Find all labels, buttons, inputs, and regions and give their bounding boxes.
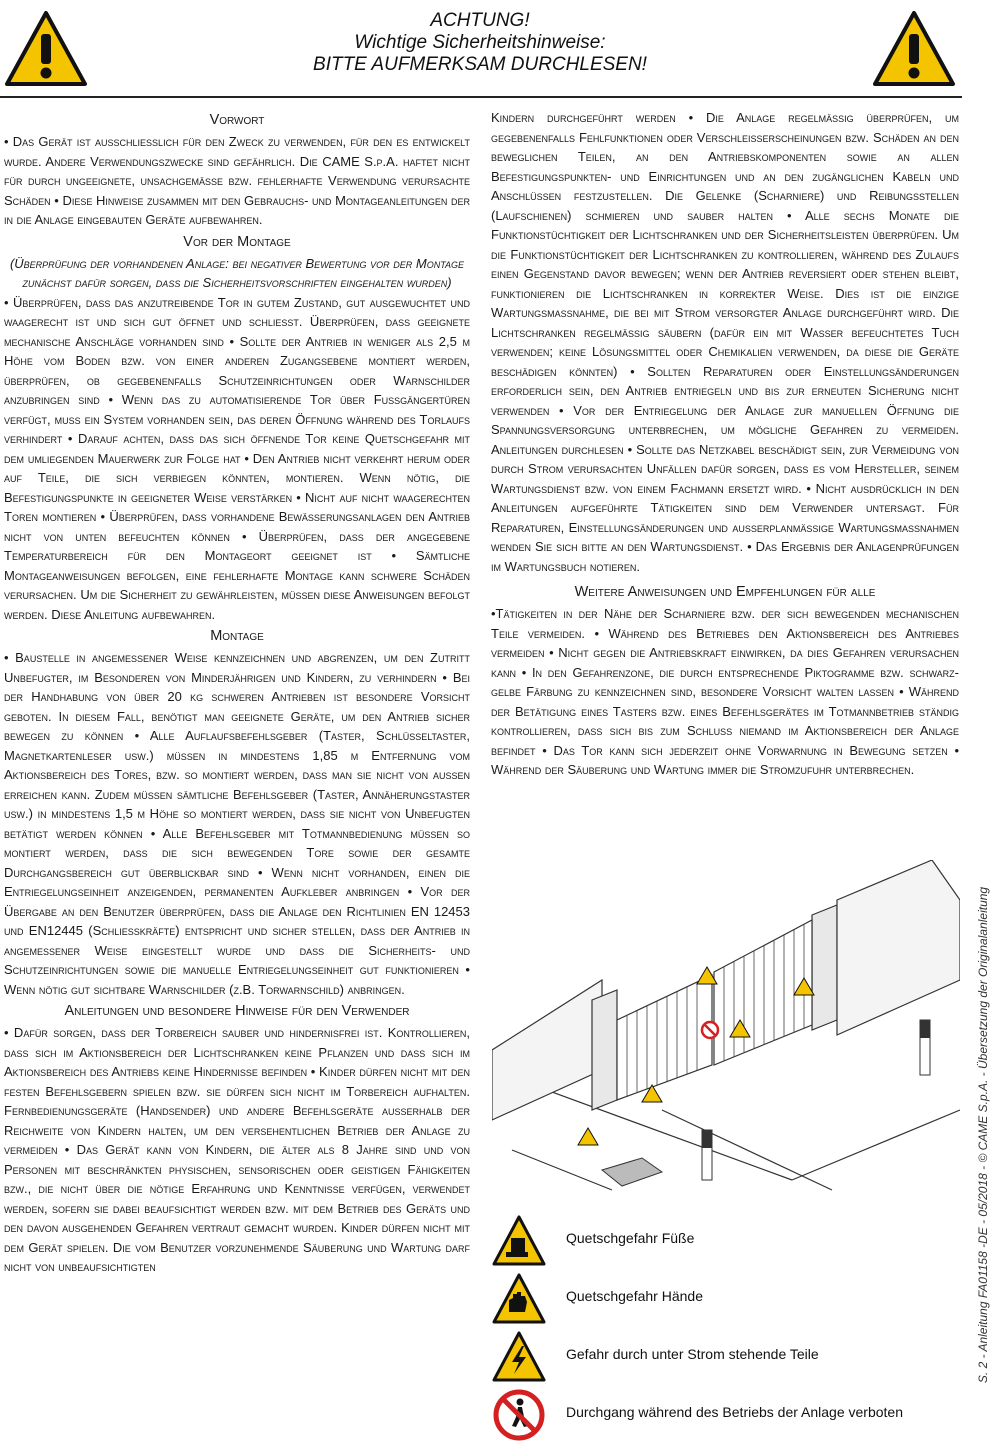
warning-triangle-icon: [872, 10, 956, 93]
hand-crush-warning-icon: [492, 1272, 546, 1326]
header-line-2: Wichtige Sicherheitshinweise:: [354, 32, 606, 53]
page-header: [0, 0, 962, 98]
paragraph-montage: • Baustelle in angemessener Weise kennzeichnen und abgrenzen, um den Zutritt Unbefugter, im Besonderen von Minderjährigen und Kindern, zu verhindern • Bei der Handhabung von über 20 kg schweren Antrieben ist besondere Vorsicht geboten. In diesem Fall, benötigt man geeignete Geräte, um den Antrieb sicher bewegen zu können • Alle Auflaufsbefehlsgeber (Taster, Schlüsseltaster, Magnetkartenleser usw.) müssen in mindestens 1,85 m Entfernung vom Aktionsbereich des Tores, bzw. so montiert werden, dass man sie nicht von aussen erreichen kann. Zudem müssen sämtliche Befehlsgeber (Taster, Annäherungstaster usw.) in mindestens 1,5 m Höhe so montiert werden, dass sie nicht von Unbefugten betätigt werden können • Alle Befehlsgeber mit Totmannbedienung müssen so montiert werden, dass die sich bewegenden Tore sowie der gesamte Durchgangsbereich gut überblickbar sind • Wenn nicht vorhanden, einen die Entriegelungseinheit anzeigenden, permanenten Aufkleber anbringen • Vor der Übergabe an den Benutzer überprüfen, dass die Anlage den Richtlinien EN 12453 und EN12445 (Schliesskräfte) entspricht und sicher stellen, dass der Antrieb in angemessener Weise eingestellt wurde und dass die Sicherheits- und Schutzeinrichtungen sowie die manuelle Entriegelungseinheit gut funktionieren • Wenn nötig gut sichtbare Warnschilder (z.B. Torwarnschild) anbringen.: [4, 650, 470, 997]
paragraph-vorwort: • Das Gerät ist ausschliesslich für den Zweck zu verwenden, für den es entwickelt wurde. Andere Verwendungszwecke sind gefährlich. Die CAME S.p.A. haftet nicht für durch ungeeignete, unsachgemässe bzw. fehlerhafte Verwendung verursachte Schäden • Diese Hinweise zusammen mit den Gebrauchs- und Montageanleitungen der in die Anlage eingebauten Geräte aufbewahren.: [4, 134, 470, 227]
legend-label: Durchgang während des Betriebs der Anlage verboten: [566, 1404, 903, 1420]
paragraph-weitere-anweisungen: •Tätigkeiten in der Nähe der Scharniere bzw. der sich bewegenden mechanischen Teile vermeiden. • Während des Betriebes den Aktionsbereich des Antriebes vermeiden • Nicht gegen die Antriebskraft einwirken, da dies Gefahren verursachen kann • In den Gefahrenzone, die durch entsprechende Piktogramme bzw. schwarz-gelbe Färbung zu kennzeichnen sind, besondere Vorsicht walten lassen • Während der Betätigung eines Tasters bzw. eines Befehlsgerätes im Totmannbetrieb ständig kontrollieren, dass sich bis zum Schluss niemand im Aktionsbereich der Anlage befindet • Das Tor kann sich jederzeit ohne Vorwarnung in Bewegung setzen • Während der Säuberung und Wartung immer die Stromzufuhr unterbrechen.: [491, 606, 959, 777]
document-reference: S. 2 - Anleitung FA01158 -DE - 05/2018 - © CAME S.p.A. - Übersetzung der Originalanleitung: [976, 886, 990, 1384]
right-column: [491, 108, 959, 780]
heading-vorwort: Vorwort: [209, 112, 265, 128]
left-column: [4, 108, 470, 1277]
foot-crush-warning-icon: [492, 1214, 546, 1268]
legend-item: [492, 1270, 960, 1328]
legend-label: Quetschgefahr Hände: [566, 1288, 703, 1304]
heading-montage: Montage: [210, 628, 264, 644]
header-title: [120, 10, 840, 76]
electric-hazard-warning-icon: [492, 1330, 546, 1384]
page-footer-sidebar: [968, 855, 998, 1415]
legend-item: [492, 1386, 960, 1444]
paragraph-continued: Kindern durchgeführt werden • Die Anlage regelmässig überprüfen, um gegebenenfalls Fehlfunktionen oder Verschleisserscheinungen bzw. Schäden an den beweglichen Teilen, an den Antriebskomponenten sowie an allen Befestigungspunkten- und Einrichtungen und an den zugänglichen Kabeln und Anschlüssen festzustellen. Die Gelenke (Scharniere) und Reibungsstellen (Laufschienen) schmieren und sauber halten • Alle sechs Monate die Funktionstüchtigkeit der Lichtschranken und der Sicherheitsleisten überprüfen. Um die Funktionstüchtigkeit der Lichtschranken zu kontrollieren, während des Zulaufs einen Gegenstand davor bewegen; wenn der Antrieb reversiert oder stehen bleibt, funktionieren die Lichtschranken in korrekter Weise. Dies ist die einzige Wartungsmassnahme, die bei mit Strom versorgter Anlage durchgeführt wird. Die Lichtschranken regelmässig säubern (dafür ein mit Wasser befeuchtetes Tuch verwenden; keine Lösungsmittel oder Chemikalien verwenden, da diese die Geräte beschädigen könnten) • Sollten Reparaturen oder Einstellungsänderungen erforderlich sein, den Antrieb entriegeln und bis zur erneuten Sicherung nicht verwenden • Vor der Entriegelung der Anlage zur manuellen Öffnung die Spannungsversorgung unterbrechen, um mögliche Gefahren zu vermeiden. Anleitungen durchlesen • Sollte das Netzkabel beschädigt sein, zur Vermeidung von durch Strom verursachten Unfällen dafür sorgen, dass es vom Hersteller, seinem Wartungsdienst bzw. von einem Fachmann ersetzt wird. • Nicht ausdrücklich in den Anleitungen aufgeführte Tätigkeiten sind dem Verwender untersagt. Für Reparaturen, Einstellungsänderungen und ausserplanmässige Wartungsmassnahmen wenden Sie sich bitte an den Wartungsdienst. • Das Ergebnis der Anlagenprüfungen im Wartungsbuch notieren.: [491, 110, 959, 574]
heading-anleitungen: Anleitungen und besondere Hinweise für den Verwender: [64, 1003, 410, 1019]
heading-vor-der-montage: Vor der Montage: [183, 233, 291, 250]
header-line-1: ACHTUNG!: [430, 10, 530, 31]
no-passage-prohibition-icon: [492, 1388, 546, 1442]
paragraph-anleitungen: • Dafür sorgen, dass der Torbereich sauber und hindernisfrei ist. Kontrollieren, dass sich im Aktionsbereich der Lichtschranken keine Pflanzen und dass sich im Aktionsbereich des Antriebs keine Hindernisse befinden • Kinder dürfen nicht mit den festen Befehlsgebern spielen bzw. sie dürfen sich nicht im Torbereich aufhalten. Fernbedienungsgeräte (Handsender) und andere Befehlsgeräte ausserhalb der Reichweite von Kindern halten, um den versehentlichen Betrieb der Anlage zu vermeiden • Das Gerät kann von Kindern, die älter als 8 Jahre sind und von Personen mit beschränkten physischen, sensorischen oder geistigen Fähigkeiten bzw., die nicht über die nötige Erfahrung und Kenntnisse verfügen, verwendet werden, sofern sie dabei beaufsichtigt werden bzw. mit dem Betrieb des Geräts und den davon ausgehenden Gefahren vertraut gemacht wurden. Kinder dürfen nicht mit dem Gerät spielen. Die vom Benutzer vorzunehmende Säuberung und Wartung darf nicht von unbeaufsichtigten: [4, 1025, 470, 1274]
hazard-legend: [492, 1212, 960, 1444]
heading-weitere-anweisungen: Weitere Anweisungen und Empfehlungen für alle: [574, 584, 876, 600]
paragraph-vor-der-montage-note: (Überprüfung der vorhandenen Anlage: bei negativer Bewertung vor der Montage zunächst dafür sorgen, dass die Sicherheitsvorschriften eingehalten wurden): [9, 255, 465, 290]
legend-label: Quetschgefahr Füße: [566, 1230, 695, 1246]
paragraph-vor-der-montage: • Überprüfen, dass das anzutreibende Tor in gutem Zustand, gut ausgewuchtet und waagerecht ist und sich gut öffnet und schliesst. Überprüfen, dass geeignete mechanische Anschläge vorhanden sind • Sollte der Antrieb in weniger als 2,5 m Höhe vom Boden bzw. von einer anderen Zugangsebene montiert werden, überprüfen, ob gegebenenfalls Schutzeinrichtungen oder Warnschilder anzubringen sind • Wenn das zu automatisierende Tor über Fussgängertüren verfügt, muss ein System vorhanden sein, das deren Öffnung während des Torlaufs verhindert • Darauf achten, dass das sich öffnende Tor keine Quetschgefahr mit dem umliegenden Mauerwerk zur Folge hat • Den Antrieb nicht verkehrt herum oder auf Teile, die sich verbiegen könnten, montieren. Wenn nötig, die Befestigungspunkte in geeigneter Weise verstärken • Nicht auf nicht waagerechten Toren montieren • Überprüfen, dass vorhandene Bewässerungsanlagen den Antrieb nicht von unten befeuchten können • Überprüfen, dass der angegebene Temperaturbereich für den Montageort geeignet ist • Sämtliche Montageanweisungen befolgen, eine fehlerhafte Montage kann schwere Schäden verursachen. Um die Sicherheit zu gewährleisten, müssen diese Anweisungen befolgt werden. Diese Anleitung aufbewahren.: [4, 294, 470, 622]
legend-item: [492, 1212, 960, 1270]
legend-label: Gefahr durch unter Strom stehende Teile: [566, 1346, 819, 1362]
gate-illustration: [492, 860, 960, 1210]
warning-triangle-icon: [4, 10, 88, 93]
header-line-3: BITTE AUFMERKSAM DURCHLESEN!: [313, 54, 647, 75]
legend-item: [492, 1328, 960, 1386]
